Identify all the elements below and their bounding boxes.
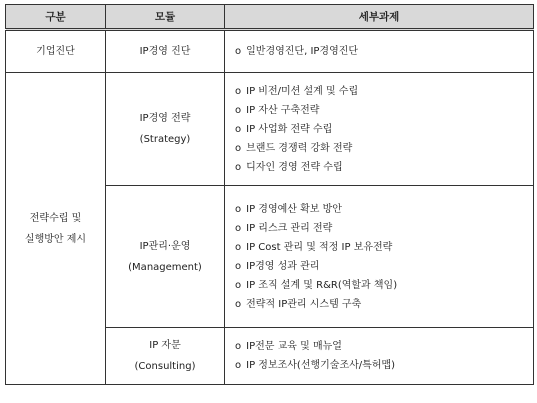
detail-cell	[225, 328, 534, 385]
list-item: o 전략적 IP관리 시스템 구축	[235, 298, 362, 310]
bullet-marker: o	[235, 298, 242, 310]
list-item: o 디자인 경영 전략 수립	[235, 161, 343, 173]
bullet-marker: o	[235, 161, 242, 173]
list-item: o IP 조직 설계 및 R&R(역할과 책임)	[235, 279, 398, 291]
list-item: o IP 자산 구축전략	[235, 104, 320, 116]
table-row	[6, 30, 534, 73]
module-name: IP경영 진단	[139, 46, 191, 57]
header-category: 구분	[6, 5, 106, 30]
bullet-marker: o	[235, 360, 242, 371]
detail-cell	[225, 30, 534, 73]
list-item: o IP Cost 관리 및 적정 IP 보유전략	[235, 241, 393, 253]
list-item: o IP 리스크 관리 전략	[235, 222, 333, 234]
list-item: o IP경영 성과 관리	[235, 260, 320, 272]
bullet-marker: o	[235, 46, 242, 57]
bullet-marker: o	[235, 85, 242, 97]
bullet-marker: o	[235, 104, 242, 116]
category-line: 실행방안 제시	[24, 233, 87, 245]
module-name: IP관리·운영	[139, 240, 191, 252]
bullet-marker: o	[235, 203, 242, 215]
bullet-marker: o	[235, 341, 242, 352]
list-item: o IP 비전/미션 설계 및 수립	[235, 85, 359, 97]
module-cell	[106, 186, 225, 328]
detail-cell	[225, 186, 534, 328]
bullet-marker: o	[235, 123, 242, 135]
category-line: 전략수립 및	[29, 212, 82, 224]
list-item: o IP 경영예산 확보 방안	[235, 203, 342, 215]
module-name: IP경영 전략	[139, 113, 191, 124]
table-header-row	[6, 5, 534, 30]
category-cell	[6, 73, 106, 385]
list-item: o IP전문 교육 및 매뉴얼	[235, 341, 342, 352]
list-item: o IP 사업화 전략 수립	[235, 123, 333, 135]
module-english-name: (Consulting)	[134, 361, 196, 372]
header-module: 모듈	[106, 5, 225, 30]
category-cell: 기업진단	[6, 30, 106, 73]
list-item: o 브랜드 경쟁력 강화 전략	[235, 142, 353, 154]
table-row	[6, 73, 534, 186]
bullet-marker: o	[235, 241, 242, 253]
bullet-marker: o	[235, 279, 242, 291]
module-name: IP 자문	[149, 340, 181, 351]
module-cell	[106, 73, 225, 186]
bullet-marker: o	[235, 142, 242, 154]
module-english-name: (Management)	[128, 261, 202, 273]
list-item: o 일반경영진단, IP경영진단	[235, 46, 359, 57]
header-detail: 세부과제	[225, 5, 534, 30]
bullet-marker: o	[235, 222, 242, 234]
bullet-marker: o	[235, 260, 242, 272]
module-english-name: (Strategy)	[139, 134, 191, 145]
detail-cell	[225, 73, 534, 186]
list-item: o IP 정보조사(선행기술조사/특허맵)	[235, 360, 396, 371]
module-cell	[106, 30, 225, 73]
module-cell	[106, 328, 225, 385]
task-table	[5, 4, 534, 385]
